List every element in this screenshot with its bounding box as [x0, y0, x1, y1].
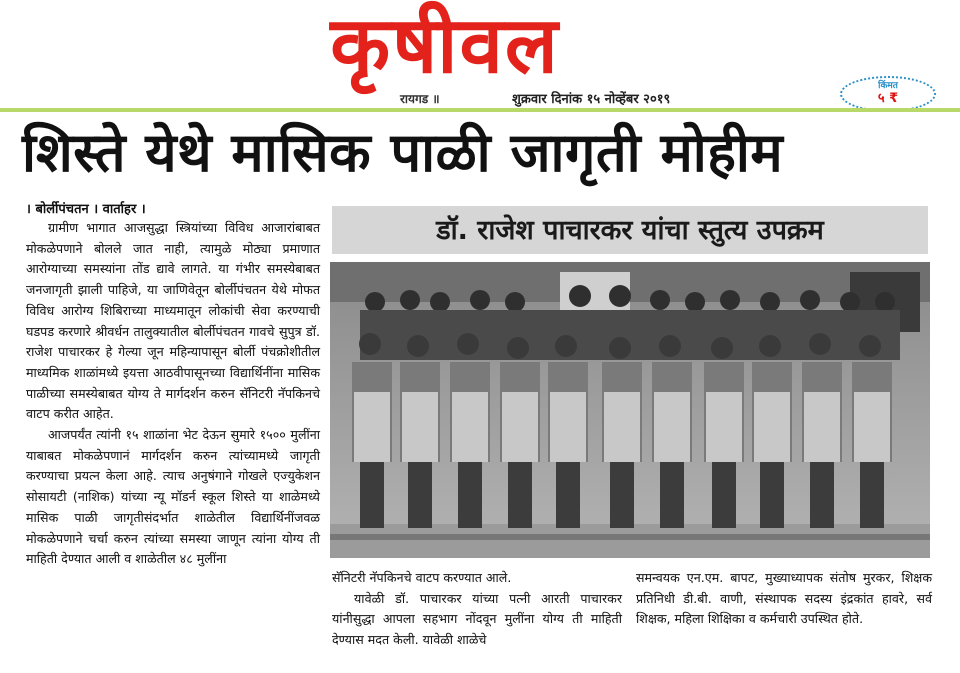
- edition-label: रायगड ॥: [400, 92, 440, 106]
- article-headline: शिस्ते येथे मासिक पाळी जागृती मोहीम: [22, 121, 784, 184]
- paragraph: यावेळी डॉ. पाचारकर यांच्या पत्नी आरती पाचारकर यांनीसुद्धा आपला सहभाग नोंदवून मुलींना योग्य ती माहिती देण्यास मदत केली. यावेळी शाळेचे: [332, 590, 622, 648]
- paragraph: सॅनिटरी नॅपकिनचे वाटप करण्यात आले.: [332, 570, 512, 585]
- price-badge: [840, 76, 936, 112]
- price-value: ५ ₹: [877, 91, 899, 106]
- group-photo: [330, 262, 930, 558]
- article-column-3: [636, 568, 932, 630]
- price-label: किंमत: [878, 81, 898, 91]
- article-column-2: [332, 568, 622, 651]
- masthead: [0, 0, 960, 112]
- dateline: शुक्रवार दिनांक १५ नोव्हेंबर २०१९: [512, 92, 671, 107]
- masthead-rule: [0, 108, 960, 112]
- newspaper-logo: कृषीवल: [330, 1, 560, 91]
- article-subheadline: डॉ. राजेश पाचारकर यांचा स्तुत्य उपक्रम: [436, 215, 824, 246]
- paragraph: आजपर्यंत त्यांनी १५ शाळांना भेट देऊन सुमारे १५०० मुलींना याबाबत मोकळेपणानं मार्गदर्शन करुन त्यांच्यामध्ये जागृती करण्याचा प्रयत्न केला आहे. त्याच अनुषंगाने गोखले एज्युकेशन सोसायटी (नाशिक) यांच्या न्यू मॉडर्न स्कूल शिस्ते या शाळेमध्ये मासिक पाळी जागृतीसंदर्भात शाळेतील विद्यार्थिनींजवळ मोकळेपणाने चर्चा करुन त्यांच्या समस्या जाणून त्यांना योग्य ती माहिती देण्यात आली व शाळेतील ४८ मुलींना: [26, 427, 320, 567]
- paragraph: समन्वयक एन.एम. बापट, मुख्याध्यापक संतोष मुरकर, शिक्षक प्रतिनिधी डी.बी. वाणी, संस्थापक सदस्य इंद्रकांत हावरे, सर्व शिक्षक, महिला शिक्षिका व कर्मचारी उपस्थित होते.: [636, 570, 932, 627]
- byline: । बोर्लीपंचतन । वार्ताहर ।: [26, 202, 146, 217]
- paragraph: ग्रामीण भागात आजसुद्धा स्त्रियांच्या विविध आजारांबाबत मोकळेपणाने बोलले जात नाही, त्यामुळे मोठ्या प्रमाणात आरोग्याच्या समस्यांना तोंड द्यावे लागते. या गंभीर समस्येबाबत जनजागृती झाली पाहिजे, या जाणिवेतून बोर्लीपंचतन येथे मोफत विविध आरोग्य शिबिराच्या माध्यमातून लोकांची सेवा करण्याची घडपड करणारे श्रीवर्धन तालुक्यातील बोर्लीपंचतन गावचे सुपुत्र डॉ. राजेश पाचारकर हे गेल्या जून महिन्यापासून बोर्ली पंचक्रोशीतील माध्यमिक शाळांमध्ये इयत्ता आठवीपासूनच्या विद्यार्थिनींना मासिक पाळीच्या समस्येबाबत योग्य ते मार्गदर्शन करुन सॅनिटरी नॅपकिनचे वाटप करीत आहेत.: [26, 220, 320, 422]
- article-column-1: [26, 218, 320, 570]
